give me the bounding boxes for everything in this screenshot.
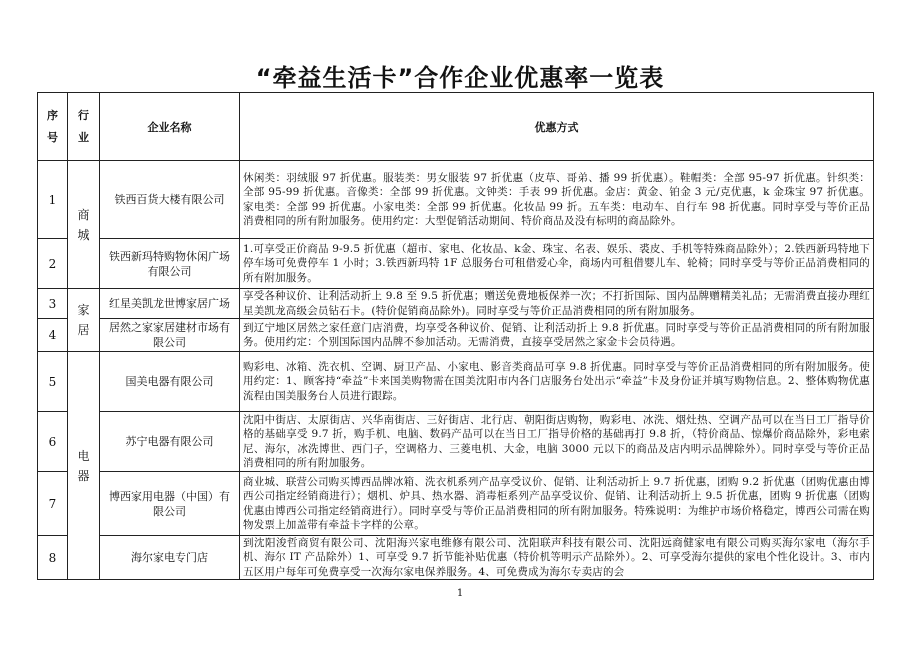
discount-text: 沈阳中街店、太原街店、兴华南街店、三好街店、北行店、朝阳街店购物，购彩电、冰洗、烟灶热、空调产品可以在当日工厂指导价格的基础享受 9.7 折，购手机、电脑、数码产品可以在当日工厂指导价格的基础再打 9.8 折，（特价商品、惊爆价商品除外，彩电索尼、海尔，冰洗博世、西门子，空调格力、三菱电机、大金，电脑 3000 元以下的商品及店内明示品牌除外）。同时享受与等价正品消费相同的所有附加服务。 (240, 412, 874, 472)
industry-cell-electrical (68, 352, 100, 580)
table-row (38, 536, 874, 580)
discount-text: 到沈阳浚哲商贸有限公司、沈阳海兴家电维修有限公司、沈阳联声科技有限公司、沈阳远商健家电有限公司购买海尔家电（海尔手机、海尔 IT 产品除外）1、可享受 9.7 折节能补贴优惠（特价机等明示产品除外）。2、可享受海尔提供的家电个性化设计。3、市内五区用户每年可免费享受一次海尔家电保养服务。4、可免费成为海尔专卖店的会 (240, 536, 874, 580)
industry-label-line2: 居 (77, 323, 90, 337)
page-title: “牵益生活卡”合作企业优惠率一览表 (255, 64, 665, 92)
header-serial-line1: 序 (47, 108, 58, 122)
company-name: 国美电器有限公司 (100, 352, 240, 412)
industry-label-line2: 器 (77, 468, 90, 483)
table-row (38, 239, 874, 289)
industry-label-line2: 城 (77, 227, 90, 242)
header-industry-line1: 行 (78, 108, 89, 122)
company-name: 红星美凯龙世博家居广场 (100, 289, 240, 319)
header-industry-line2: 业 (78, 130, 89, 144)
table-row (38, 289, 874, 319)
header-serial-number (38, 93, 68, 161)
row-number: 6 (38, 412, 68, 472)
discount-text: 享受各种议价、让利活动折上 9.8 至 9.5 折优惠；赠送免费地板保养一次；不打折国际、国内品牌赠精美礼品；无需消费直接办理红星美凯龙高级会员钻石卡。(特价促销商品除外)。同时享受与等价正品消费相同的所有附加服务。 (240, 289, 874, 319)
row-number: 2 (38, 239, 68, 289)
row-number: 1 (38, 161, 68, 239)
discount-text: 到辽宁地区居然之家任意门店消费，均享受各种议价、促销、让利活动折上 9.8 折优惠。同时享受与等价正品消费相同的所有附加服务。使用约定：个别国际国内品牌不参加活动。无需消费，直接享受居然之家金卡会员待遇。 (240, 319, 874, 352)
table-row (38, 412, 874, 472)
company-name: 铁西百货大楼有限公司 (100, 161, 240, 239)
header-serial-line2: 号 (47, 130, 58, 144)
company-name: 居然之家家居建材市场有限公司 (100, 319, 240, 352)
table-row (38, 352, 874, 412)
discount-text: 购彩电、冰箱、洗衣机、空调、厨卫产品、小家电、影音类商品可享 9.8 折优惠。同时享受与等价正品消费相同的所有附加服务。使用约定：1、顾客持“牵益”卡来国美购物需在国美沈阳市内各门店服务台处出示“牵益”卡及身份证并填写购物信息。2、整体购物优惠流程由国美服务台人员进行跟踪。 (240, 352, 874, 412)
row-number: 8 (38, 536, 68, 580)
company-name: 博西家用电器（中国）有限公司 (100, 472, 240, 536)
row-number: 7 (38, 472, 68, 536)
row-number: 3 (38, 289, 68, 319)
industry-cell-mall (68, 161, 100, 289)
industry-label-line1: 电 (77, 448, 90, 463)
table-row (38, 319, 874, 352)
industry-label-line1: 商 (77, 207, 90, 222)
company-name: 苏宁电器有限公司 (100, 412, 240, 472)
header-industry (68, 93, 100, 161)
discount-text: 1.可享受正价商品 9-9.5 折优惠（超市、家电、化妆品、k金、珠宝、名表、娱乐、裘皮、手机等特殊商品除外）；2.铁西新玛特地下停车场可免费停车 1 小时；3.铁西新玛特 1F 总服务台可租借爱心伞，商场内可租借婴儿车、轮椅；同时享受与等价正品消费相同的所有附加服务。 (240, 239, 874, 289)
discount-text: 商业城、联营公司购买博西品牌冰箱、洗衣机系列产品享受议价、促销、让利活动折上 9.7 折优惠，团购 9.2 折优惠（团购优惠由博西公司指定经销商进行）；烟机、炉具、热水器、消毒柜系列产品享受议价、促销、让利活动折上 9.5 折优惠，团购 9 折优惠（团购优惠由博西公司指定经销商进行）。同时享受与等价正品消费相同的所有附加服务。特殊说明：为维护市场价格稳定，博西公司需在购物发票上加盖带有牵益卡字样的公章。 (240, 472, 874, 536)
discount-text: 休闲类：羽绒服 97 折优惠。服装类：男女服装 97 折优惠（皮草、哥弟、播 99 折优惠）。鞋帽类：全部 95-97 折优惠。针织类：全部 95-99 折优惠。音像类：全部 99 折优惠。文钟类：手表 99 折优惠。金店：黄金、铂金 3 元/克优惠，k 金珠宝 97 折优惠。家电类：全部 99 折优惠。小家电类：全部 99 折优惠。化妆品 99 折。五车类：电动车、自行车 98 折优惠。同时享受与等价正品消费相同的所有附加服务。使用约定：大型促销活动期间、特价商品及没有标明的商品除外。 (240, 161, 874, 239)
row-number: 5 (38, 352, 68, 412)
company-name: 海尔家电专门店 (100, 536, 240, 580)
company-name: 铁西新玛特购物休闲广场有限公司 (100, 239, 240, 289)
industry-cell-home (68, 289, 100, 352)
table-row (38, 161, 874, 239)
table-row (38, 472, 874, 536)
table-header-row (38, 93, 874, 161)
row-number: 4 (38, 319, 68, 352)
industry-label-line1: 家 (77, 303, 90, 317)
header-company-name: 企业名称 (100, 93, 240, 161)
header-discount-method: 优惠方式 (240, 93, 874, 161)
discount-table (37, 92, 874, 580)
page-number: 1 (456, 588, 464, 599)
